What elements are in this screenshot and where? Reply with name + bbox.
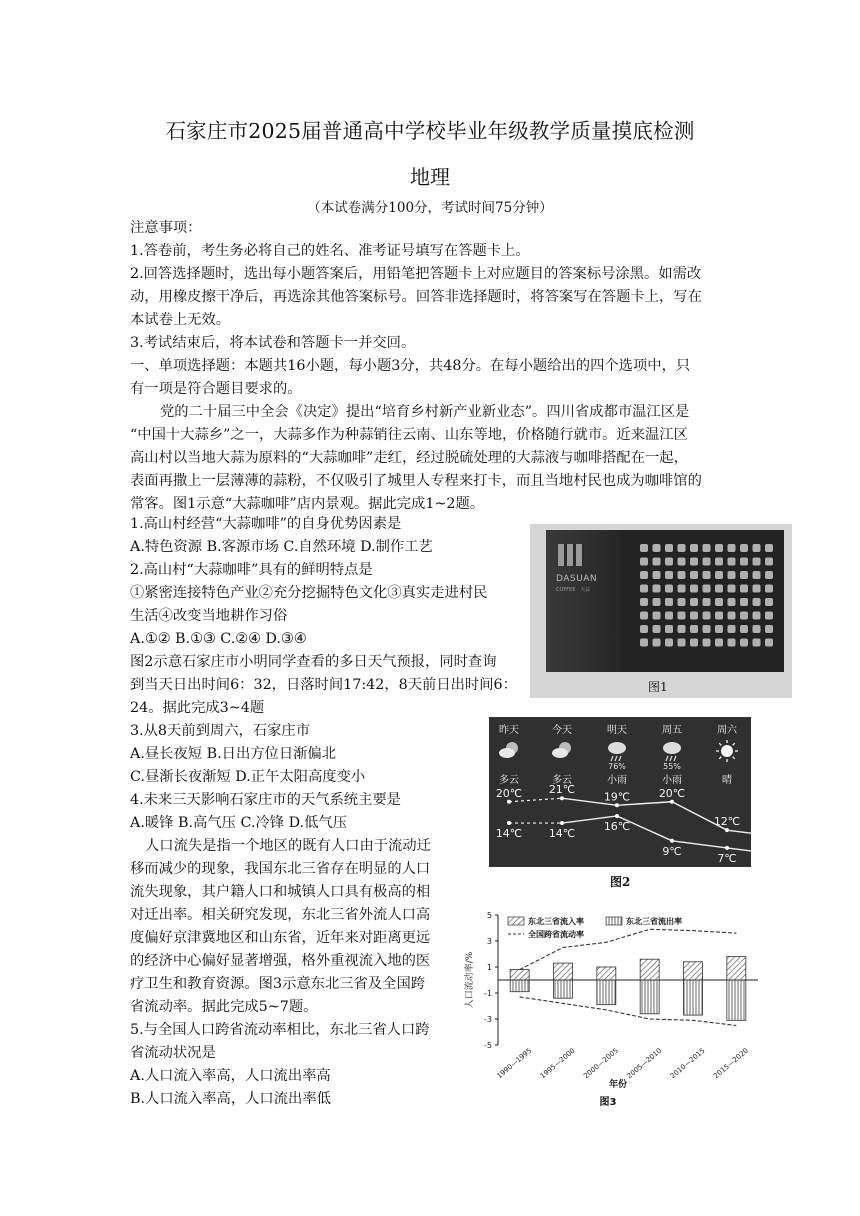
- legend-label-outflow: 东北三省流出率: [626, 917, 682, 926]
- subject-title: 地理: [410, 165, 450, 189]
- x-tick-label: 2010—2015: [668, 1046, 707, 1081]
- high-temp-point: [507, 800, 511, 804]
- x-tick-label: 1995—2000: [538, 1046, 577, 1081]
- passage-line: 到当天日出时间6：32，日落时间17:42，8天前日出时间6：: [130, 677, 517, 693]
- passage-line: 24。据此完成3~4题: [130, 700, 265, 716]
- question-2-options: A.①② B.①③ C.②④ D.③④: [130, 631, 307, 647]
- high-temp-point: [560, 796, 564, 800]
- figure-3-caption: 图3: [599, 1097, 617, 1108]
- cup-tile: [703, 598, 711, 606]
- question-3-options: C.昼渐长夜渐短 D.正午太阳高度变小: [130, 769, 366, 785]
- figure-2: [489, 717, 751, 895]
- weather-forecast-graphic: [489, 717, 751, 867]
- cup-tile: [665, 544, 673, 552]
- cup-tile: [715, 585, 723, 593]
- question-5-stem: 省流动状况是: [130, 1045, 216, 1061]
- y-axis-title: 人口流动率/%: [465, 951, 475, 1009]
- cup-tile: [678, 612, 686, 620]
- cup-tile: [703, 585, 711, 593]
- cup-tile: [678, 639, 686, 647]
- cup-tile: [728, 571, 736, 579]
- low-temp-point: [725, 846, 729, 850]
- exam-title: 石家庄市2025届普通高中学校毕业年级教学质量摸底检测: [165, 119, 695, 143]
- cup-tile: [640, 598, 648, 606]
- low-temp-label: 16℃: [603, 819, 631, 833]
- outflow-bar: [597, 980, 616, 1005]
- question-3-stem: 3.从8天前到周六，石家庄市: [130, 723, 311, 739]
- cup-tile: [765, 585, 773, 593]
- cup-tile: [740, 625, 748, 633]
- forecast-weather-label: 多云: [499, 775, 519, 786]
- cup-tile: [715, 625, 723, 633]
- sun-ray: [719, 757, 721, 759]
- cup-tile: [678, 585, 686, 593]
- cup-wall: [638, 542, 776, 652]
- cup-tile: [653, 585, 661, 593]
- cup-tile: [640, 585, 648, 593]
- high-temp-label: 20℃: [658, 786, 686, 800]
- cup-tile: [740, 558, 748, 566]
- low-temp-label: 7℃: [717, 851, 737, 865]
- cup-tile: [690, 585, 698, 593]
- cup-tile: [690, 639, 698, 647]
- store-logo-text: DASUAN: [556, 574, 598, 584]
- cup-tile: [715, 558, 723, 566]
- inflow-bar: [554, 963, 573, 980]
- cup-tile: [653, 598, 661, 606]
- rain-drop: [615, 756, 617, 761]
- inflow-bar: [684, 962, 703, 980]
- figure-3: [458, 905, 780, 1113]
- y-tick-label: -1: [484, 989, 492, 998]
- x-tick-label: 2015—2020: [712, 1046, 750, 1081]
- question-2-stem: 2.高山村“大蒜咖啡”具有的鲜明特点是: [130, 562, 373, 578]
- population-flow-chart: [458, 905, 780, 1113]
- cup-tile: [703, 558, 711, 566]
- cup-tile: [678, 625, 686, 633]
- outflow-bar: [727, 980, 746, 1020]
- forecast-day-label: 今天: [552, 725, 572, 736]
- question-1-options: A.特色资源 B.客源市场 C.自然环境 D.制作工艺: [130, 539, 433, 555]
- forecast-day-label: 明天: [607, 725, 627, 736]
- low-temp-point: [507, 821, 511, 825]
- rain-cloud-icon: [608, 742, 626, 754]
- passage-line: 对迁出率。相关研究发现，东北三省外流人口高: [130, 907, 431, 923]
- cup-tile: [703, 571, 711, 579]
- cup-tile: [640, 558, 648, 566]
- forecast-weather-label: 小雨: [662, 775, 682, 786]
- cup-tile: [728, 585, 736, 593]
- cloud-shape: [499, 748, 515, 758]
- cup-tile: [703, 625, 711, 633]
- cup-tile: [665, 625, 673, 633]
- passage-line: 图2示意石家庄市小明同学查看的多日天气预报，同时查询: [130, 654, 497, 670]
- forecast-day-label: 周五: [662, 725, 682, 736]
- question-2-items: 生活④改变当地耕作习俗: [130, 608, 288, 624]
- question-4-options: A.暖锋 B.高气压 C.冷锋 D.低气压: [130, 815, 347, 831]
- store-logo-subtext: COFFEE · 大蒜: [556, 587, 591, 593]
- logo-block: [558, 544, 584, 566]
- passage-line: “中国十大蒜乡”之一，大蒜多作为种蒜销往云南、山东等地，价格随行就市。近来温江区: [130, 427, 688, 443]
- sun-ray: [733, 757, 735, 759]
- figure-1-caption: 图1: [648, 680, 668, 694]
- cup-tile: [690, 571, 698, 579]
- cup-tile: [765, 544, 773, 552]
- sun-icon: [721, 745, 733, 757]
- cup-tile: [678, 544, 686, 552]
- cup-tile: [765, 598, 773, 606]
- cup-tile: [665, 571, 673, 579]
- cup-tile: [653, 639, 661, 647]
- precipitation-probability: 55%: [663, 762, 681, 771]
- inflow-bar: [727, 957, 746, 980]
- section-heading: 有一项是符合题目要求的。: [130, 381, 302, 397]
- cup-tile: [640, 544, 648, 552]
- y-tick-label: -5: [484, 1041, 492, 1050]
- outflow-bar: [684, 980, 703, 1015]
- cup-tile: [715, 598, 723, 606]
- rain-drop: [666, 756, 668, 761]
- exam-note: （本试卷满分100分，考试时间75分钟）: [307, 200, 553, 216]
- passage-line: 高山村以当地大蒜为原料的“大蒜咖啡”走红，经过脱硫处理的大蒜液与咖啡搭配在一起，: [130, 450, 688, 466]
- sun-ray: [719, 743, 721, 745]
- cup-tile: [715, 639, 723, 647]
- question-3-options: A.昼长夜短 B.日出方位日渐偏北: [130, 746, 337, 762]
- cup-tile: [640, 639, 648, 647]
- cup-tile: [653, 558, 661, 566]
- high-temp-point: [615, 803, 619, 807]
- cup-tile: [765, 625, 773, 633]
- figure-2-caption: 图2: [610, 875, 631, 889]
- cup-tile: [703, 612, 711, 620]
- cup-tile: [728, 625, 736, 633]
- outflow-bar: [640, 980, 659, 1014]
- cup-tile: [703, 639, 711, 647]
- inflow-bar: [597, 967, 616, 980]
- question-1-stem: 1.高山村经营“大蒜咖啡”的自身优势因素是: [130, 516, 402, 532]
- cup-tile: [653, 612, 661, 620]
- cup-tile: [740, 612, 748, 620]
- cup-tile: [740, 639, 748, 647]
- high-temp-label: 20℃: [495, 786, 523, 800]
- cup-tile: [665, 585, 673, 593]
- cup-tile: [765, 612, 773, 620]
- figure-1: [530, 524, 792, 698]
- low-temp-label: 14℃: [548, 827, 576, 841]
- low-temp-point: [670, 839, 674, 843]
- legend-label-national: 全国跨省流动率: [528, 930, 584, 939]
- y-tick-label: 3: [486, 937, 492, 946]
- cup-tile: [640, 571, 648, 579]
- y-tick-label: 5: [486, 911, 492, 920]
- question-5-option-b: B.人口流入率高，人口流出率低: [130, 1091, 331, 1107]
- inflow-bar: [510, 970, 529, 980]
- cup-tile: [740, 544, 748, 552]
- low-temp-point: [615, 814, 619, 818]
- outflow-bar: [510, 980, 529, 992]
- high-temp-label: 19℃: [603, 790, 631, 804]
- forecast-day-label: 周六: [717, 725, 737, 736]
- figure-1-photo: [546, 530, 784, 672]
- legend-swatch-inflow: [508, 917, 524, 925]
- high-temp-label: 12℃: [713, 815, 741, 829]
- cloud-shape: [552, 748, 568, 758]
- cup-tile: [715, 544, 723, 552]
- weather-panel: [489, 717, 751, 867]
- cup-tile: [753, 558, 761, 566]
- cup-tile: [728, 598, 736, 606]
- forecast-weather-label: 小雨: [607, 775, 627, 786]
- rain-drop: [611, 756, 613, 761]
- cup-tile: [665, 558, 673, 566]
- sun-ray: [733, 743, 735, 745]
- low-temp-label: 9℃: [662, 844, 682, 858]
- legend-swatch-outflow: [606, 917, 622, 925]
- passage-line: 疗卫生和教育资源。图3示意东北三省及全国跨: [130, 976, 426, 992]
- cup-tile: [765, 558, 773, 566]
- cup-tile: [740, 598, 748, 606]
- passage-line: 人口流失是指一个地区的既有人口由于流动迁: [145, 838, 431, 854]
- cup-tile: [690, 598, 698, 606]
- cup-tile: [690, 612, 698, 620]
- cup-tile: [678, 558, 686, 566]
- national-flow-line-lower: [520, 997, 737, 1026]
- cup-tile: [753, 598, 761, 606]
- notice-item: 本试卷上无效。: [130, 312, 231, 328]
- cup-tile: [665, 639, 673, 647]
- cup-tile: [640, 612, 648, 620]
- cup-tile: [715, 612, 723, 620]
- cup-tile: [765, 571, 773, 579]
- cup-tile: [665, 598, 673, 606]
- precipitation-probability: 76%: [608, 762, 626, 771]
- y-tick-label: -3: [484, 1015, 492, 1024]
- passage-line: 移而减少的现象，我国东北三省存在明显的人口: [130, 861, 431, 877]
- rain-drop: [674, 756, 676, 761]
- cup-tile: [728, 612, 736, 620]
- cup-tile: [690, 544, 698, 552]
- cup-tile: [753, 585, 761, 593]
- question-2-items: ①紧密连接特色产业②充分挖掘特色文化③真实走进村民: [130, 585, 488, 601]
- outflow-bar: [554, 980, 573, 998]
- low-temp-label: 14℃: [495, 827, 523, 841]
- cup-tile: [740, 571, 748, 579]
- cup-tile: [753, 639, 761, 647]
- y-tick-label: 1: [486, 963, 492, 972]
- passage-line: 的经济中心偏好显著增强，格外重视流入地的医: [130, 953, 431, 969]
- cup-tile: [728, 558, 736, 566]
- passage-line: 度偏好京津冀地区和山东省，近年来对距离更远: [130, 930, 431, 946]
- low-temp-point: [560, 821, 564, 825]
- rain-drop: [619, 756, 621, 761]
- notice-heading: 注意事项：: [130, 220, 202, 236]
- x-tick-label: 1990—1995: [495, 1046, 534, 1081]
- high-temp-label: 21℃: [548, 783, 576, 797]
- cup-tile: [653, 571, 661, 579]
- notice-item: 2.回答选择题时，选出每小题答案后，用铅笔把答题卡上对应题目的答案标号涂黑。如需改: [130, 266, 702, 282]
- cup-tile: [690, 558, 698, 566]
- passage-line: 省流动率。据此完成5~7题。: [130, 999, 318, 1015]
- question-4-stem: 4.未来三天影响石家庄市的天气系统主要是: [130, 792, 401, 808]
- notice-item: 3.考试结束后，将本试卷和答题卡一并交回。: [130, 335, 416, 351]
- cup-tile: [653, 544, 661, 552]
- cup-tile: [728, 544, 736, 552]
- cup-tile: [690, 625, 698, 633]
- passage-line: 流失现象，其户籍人口和城镇人口具有极高的相: [130, 884, 431, 900]
- cup-tile: [753, 612, 761, 620]
- cup-tile: [678, 571, 686, 579]
- passage-line: 常客。图1示意“大蒜咖啡”店内景观。据此完成1~2题。: [130, 496, 485, 512]
- x-tick-label: 2000—2005: [582, 1046, 620, 1081]
- high-temp-point: [725, 828, 729, 832]
- question-5-option-a: A.人口流入率高，人口流出率高: [130, 1068, 331, 1084]
- cup-tile: [753, 625, 761, 633]
- cup-tile: [753, 544, 761, 552]
- forecast-day-label: 昨天: [499, 725, 519, 736]
- notice-item: 动，用橡皮擦干净后，再选涂其他答案标号。回答非选择题时，将答案写在答题卡上，写在: [130, 289, 702, 305]
- cup-tile: [740, 585, 748, 593]
- cup-tile: [665, 612, 673, 620]
- cup-tile: [640, 625, 648, 633]
- passage-line: 表面再撒上一层薄薄的蒜粉，不仅吸引了城里人专程来打卡，而且当地村民也成为咖啡馆的: [130, 473, 702, 489]
- notice-item: 1.答卷前，考生务必将自己的姓名、准考证号填写在答题卡上。: [130, 243, 530, 259]
- rain-cloud-icon: [663, 742, 681, 754]
- cup-tile: [678, 598, 686, 606]
- cup-tile: [753, 571, 761, 579]
- cup-tile: [728, 639, 736, 647]
- legend-label-inflow: 东北三省流入率: [528, 917, 584, 926]
- cup-tile: [653, 625, 661, 633]
- x-tick-label: 2005—2010: [625, 1046, 664, 1081]
- cup-tile: [765, 639, 773, 647]
- forecast-weather-label: 晴: [722, 775, 732, 786]
- section-heading: 一、单项选择题：本题共16小题，每小题3分，共48分。在每小题给出的四个选项中，只: [130, 358, 691, 374]
- cup-tile: [703, 544, 711, 552]
- high-temp-point: [670, 800, 674, 804]
- rain-drop: [670, 756, 672, 761]
- question-5-stem: 5.与全国人口跨省流动率相比，东北三省人口跨: [130, 1022, 430, 1038]
- passage-line: 党的二十届三中全会《决定》提出“培育乡村新产业新业态”。四川省成都市温江区是: [160, 404, 690, 420]
- inflow-bar: [640, 959, 659, 980]
- forecast-weather-label: 多云: [552, 775, 572, 786]
- x-axis-title: 年份: [608, 1080, 628, 1090]
- cup-tile: [715, 571, 723, 579]
